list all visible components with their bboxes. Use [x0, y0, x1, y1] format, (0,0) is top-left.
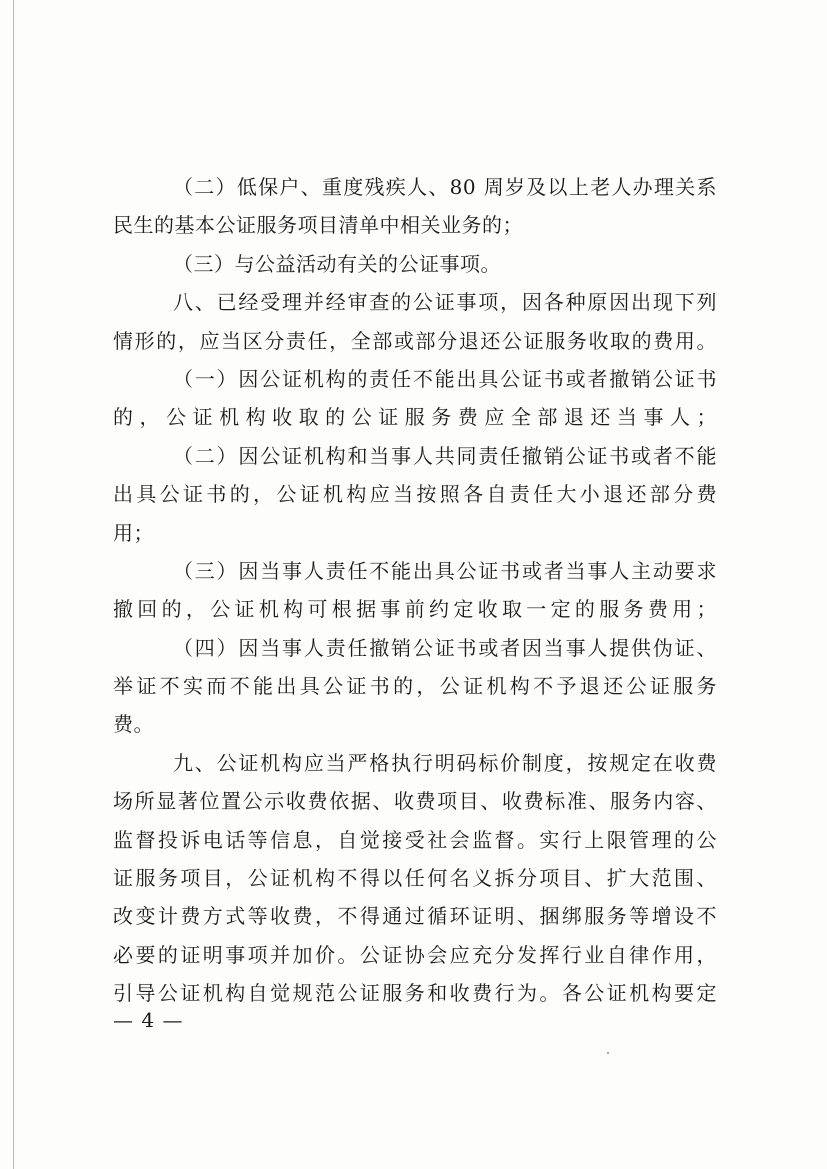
text-line: 监督投诉电话等信息，自觉接受社会监督。实行上限管理的公 — [113, 827, 717, 852]
body-text — [113, 168, 717, 1013]
text-line: 举证不实而不能出具公证书的，公证机构不予退还公证服务 — [113, 674, 717, 699]
text-line: 引导公证机构自觉规范公证服务和收费行为。各公证机构要定 — [113, 981, 717, 1006]
binding-line — [13, 0, 14, 1169]
text-line: （三）因当事人责任不能出具公证书或者当事人主动要求 — [173, 558, 717, 583]
page-number: — 4 — — [113, 1008, 184, 1032]
text-line: （三）与公益活动有关的公证事项。 — [173, 251, 501, 276]
text-line: 撤回的，公证机构可根据事前约定收取一定的服务费用； — [113, 597, 717, 622]
scan-speck — [607, 1052, 609, 1054]
text-line: 民生的基本公证服务项目清单中相关业务的； — [113, 213, 523, 238]
text-line: 九、公证机构应当严格执行明码标价制度，按规定在收费 — [173, 750, 717, 775]
text-line: 必要的证明事项并加价。公证协会应充分发挥行业自律作用， — [113, 942, 717, 967]
text-line: 八、已经受理并经审查的公证事项，因各种原因出现下列 — [173, 290, 717, 315]
text-line: （二）因公证机构和当事人共同责任撤销公证书或者不能 — [173, 443, 717, 468]
text-line: 用； — [113, 520, 154, 545]
text-line: 证服务项目，公证机构不得以任何名义拆分项目、扩大范围、 — [113, 866, 717, 891]
text-line: 改变计费方式等收费，不得通过循环证明、捆绑服务等增设不 — [113, 904, 717, 929]
text-line: 出具公证书的，公证机构应当按照各自责任大小退还部分费 — [113, 482, 717, 507]
text-line: 情形的，应当区分责任，全部或部分退还公证服务收取的费用。 — [113, 328, 717, 353]
text-line: （一）因公证机构的责任不能出具公证书或者撤销公证书 — [173, 366, 717, 391]
text-line: （二）低保户、重度残疾人、80 周岁及以上老人办理关系 — [173, 175, 717, 199]
text-line: 费。 — [113, 712, 154, 737]
text-line: 场所显著位置公示收费依据、收费项目、收费标准、服务内容、 — [113, 789, 717, 814]
text-line: 的，公证机构收取的公证服务费应全部退还当事人； — [113, 405, 717, 430]
text-line: （四）因当事人责任撤销公证书或者因当事人提供伪证、 — [173, 635, 717, 660]
